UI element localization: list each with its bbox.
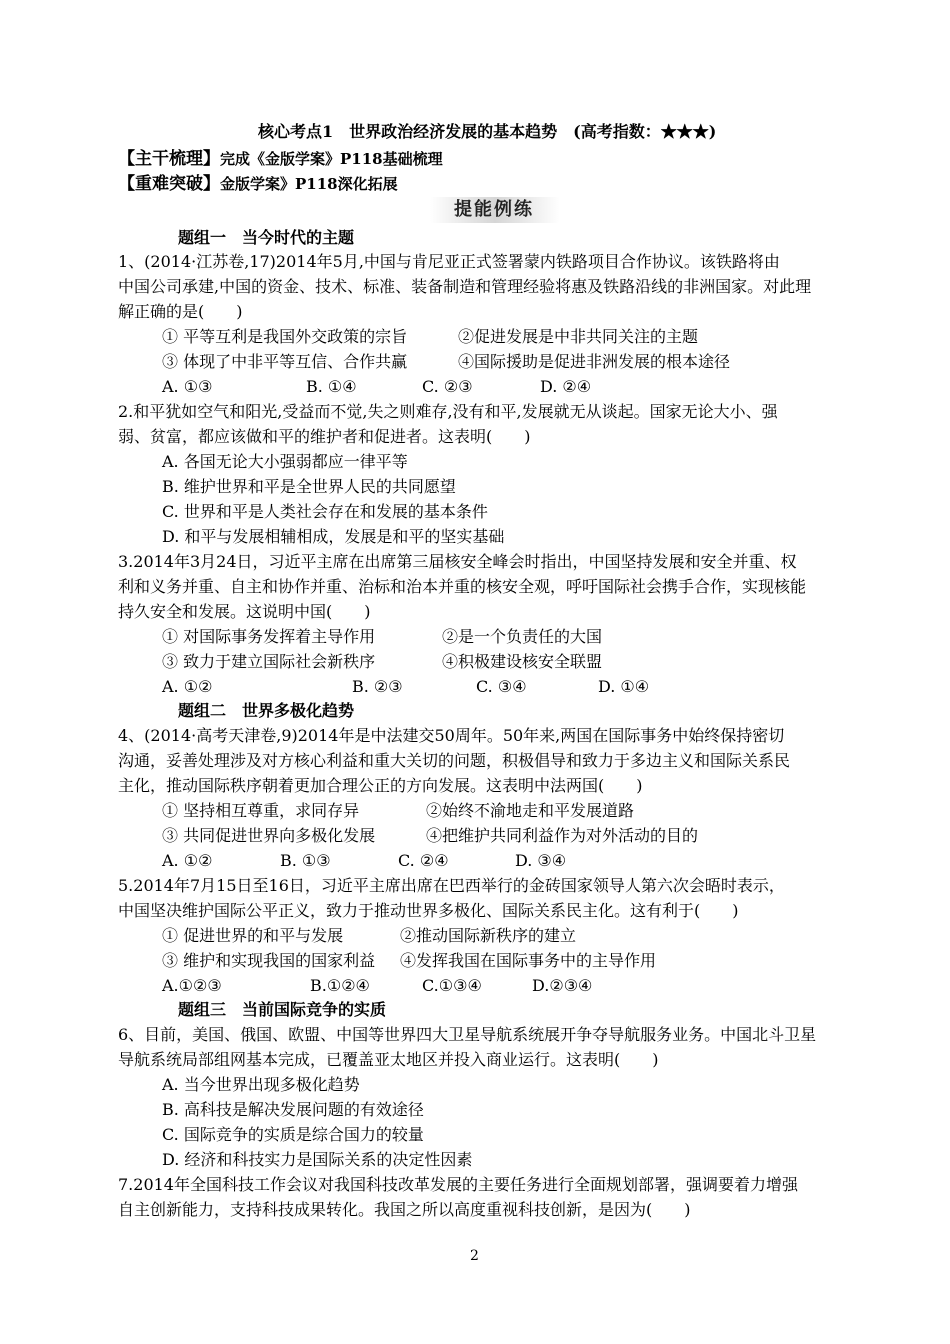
q3-line3: 持久安全和发展。这说明中国( ) [118,602,371,621]
q5-statement-2: ②推动国际新秩序的建立 [400,926,577,945]
q1-statement-1: ① 平等互利是我国外交政策的宗旨 [162,327,408,346]
q5-statement-4: ④发挥我国在国际事务中的主导作用 [400,951,657,970]
q5-option-c: C.①③④ [422,976,482,995]
q1-option-a: A. ①③ [162,377,213,396]
key-breakthrough-text: 金版学案》P118深化拓展 [220,175,398,193]
section-title: 核心考点1 世界政治经济发展的基本趋势 (高考指数：★★★) [258,122,717,141]
q5-line2: 中国坚决维护国际公平正义，致力于推动世界多极化、国际关系民主化。这有利于( ) [118,901,739,920]
q4-statement-4: ④把维护共同利益作为对外活动的目的 [426,826,699,845]
q3-option-c: C. ③④ [476,677,527,696]
q3-statement-1: ① 对国际事务发挥着主导作用 [162,627,376,646]
q3-statement-4: ④积极建设核安全联盟 [442,652,603,671]
group2-heading: 题组二 世界多极化趋势 [178,701,355,720]
q3-option-a: A. ①② [162,677,213,696]
q7-line2: 自主创新能力，支持科技成果转化。我国之所以高度重视科技创新，是因为( ) [118,1200,691,1219]
key-breakthrough-label: 【重难突破】 [118,174,220,194]
q1-option-d: D. ②④ [540,377,592,396]
q3-statement-2: ②是一个负责任的大国 [442,627,603,646]
q1-line3: 解正确的是( ) [118,302,243,321]
q4-option-c: C. ②④ [398,851,449,870]
main-outline-text: 完成《金版学案》P118基础梳理 [220,150,443,168]
q1-statement-4: ④国际援助是促进非洲发展的根本途径 [458,352,731,371]
q4-statement-2: ②始终不渝地走和平发展道路 [426,801,635,820]
q2-option-b: B. 维护世界和平是全世界人民的共同愿望 [162,477,456,496]
q4-statement-1: ① 坚持相互尊重，求同存异 [162,801,360,820]
q3-option-d: D. ①④ [598,677,650,696]
group1-heading: 题组一 当今时代的主题 [178,228,355,247]
practice-banner-text: 提能例练 [454,199,534,220]
q1-statement-2: ②促进发展是中非共同关注的主题 [458,327,699,346]
q1-option-c: C. ②③ [422,377,473,396]
q4-line1: 4、(2014·高考天津卷,9)2014年是中法建交50周年。50年来,两国在国际事务中始终保持密切 [118,726,785,745]
q4-statement-3: ③ 共同促进世界向多极化发展 [162,826,376,845]
q3-statement-3: ③ 致力于建立国际社会新秩序 [162,652,376,671]
q4-line2: 沟通，妥善处理涉及对方核心利益和重大关切的问题，积极倡导和致力于多边主义和国际关系民 [118,751,791,770]
q1-statement-3: ③ 体现了中非平等互信、合作共赢 [162,352,408,371]
q5-option-a: A.①②③ [162,976,222,995]
q6-line2: 导航系统局部组网基本完成，已覆盖亚太地区并投入商业运行。这表明( ) [118,1050,659,1069]
q5-line1: 5.2014年7月15日至16日，习近平主席出席在巴西举行的金砖国家领导人第六次会晤时表示， [118,876,785,895]
q6-option-c: C. 国际竞争的实质是综合国力的较量 [162,1125,424,1144]
q4-option-d: D. ③④ [515,851,567,870]
q6-line1: 6、目前，美国、俄国、欧盟、中国等世界四大卫星导航系统展开争夺导航服务业务。中国北斗卫星 [118,1025,817,1044]
q6-option-d: D. 经济和科技实力是国际关系的决定性因素 [162,1150,473,1169]
q1-line2: 中国公司承建,中国的资金、技术、标准、装备制造和管理经验将惠及铁路沿线的非洲国家。对此理 [118,277,812,296]
q2-line1: 2.和平犹如空气和阳光,受益而不觉,失之则难存,没有和平,发展就无从谈起。国家无论大小、强 [118,402,778,421]
q4-option-b: B. ①③ [280,851,331,870]
practice-banner [430,197,560,223]
q2-option-c: C. 世界和平是人类社会存在和发展的基本条件 [162,502,488,521]
q3-option-b: B. ②③ [352,677,403,696]
q2-line2: 弱、贫富，都应该做和平的维护者和促进者。这表明( ) [118,427,531,446]
q5-statement-3: ③ 维护和实现我国的国家利益 [162,951,376,970]
q3-line2: 利和义务并重、自主和协作并重、治标和治本并重的核安全观，呼吁国际社会携手合作，实现核能 [118,577,807,596]
q6-option-b: B. 高科技是解决发展问题的有效途径 [162,1100,424,1119]
q7-line1: 7.2014年全国科技工作会议对我国科技改革发展的主要任务进行全面规划部署，强调要着力增强 [118,1175,798,1194]
q3-line1: 3.2014年3月24日，习近平主席在出席第三届核安全峰会时指出，中国坚持发展和安全并重、权 [118,552,797,571]
key-breakthrough-line [118,172,398,196]
q6-option-a: A. 当今世界出现多极化趋势 [162,1075,360,1094]
q1-option-b: B. ①④ [306,377,357,396]
page-number: 2 [470,1248,479,1264]
group3-heading: 题组三 当前国际竞争的实质 [178,1000,387,1019]
q5-statement-1: ① 促进世界的和平与发展 [162,926,344,945]
q2-option-d: D. 和平与发展相辅相成，发展是和平的坚实基础 [162,527,505,546]
q4-option-a: A. ①② [162,851,213,870]
q5-option-b: B.①②④ [310,976,370,995]
q5-option-d: D.②③④ [532,976,593,995]
q2-option-a: A. 各国无论大小强弱都应一律平等 [162,452,408,471]
main-outline-label: 【主干梳理】 [118,149,220,169]
main-outline-line [118,147,443,171]
q1-line1: 1、(2014·江苏卷,17)2014年5月,中国与肯尼亚正式签署蒙内铁路项目合作协议。该铁路将由 [118,252,780,271]
q4-line3: 主化，推动国际秩序朝着更加合理公正的方向发展。这表明中法两国( ) [118,776,643,795]
